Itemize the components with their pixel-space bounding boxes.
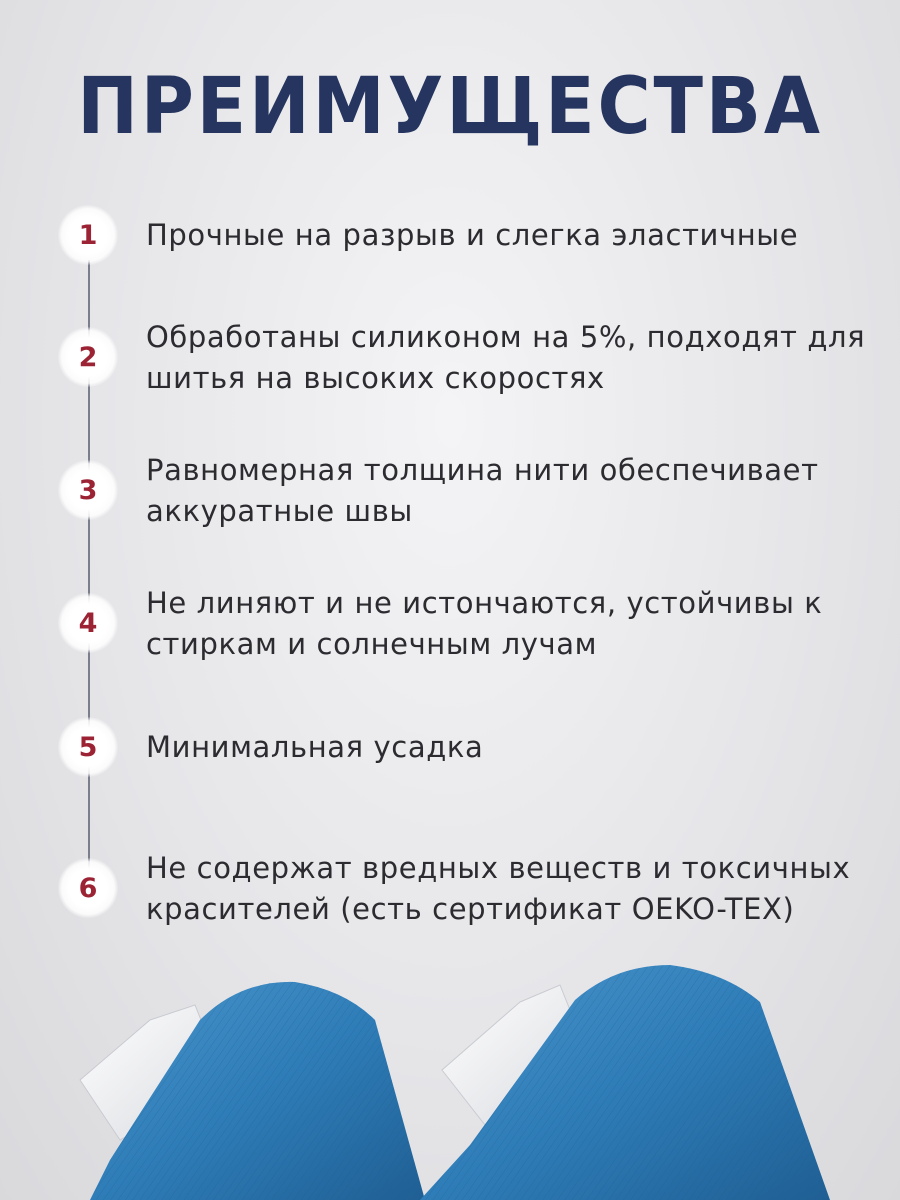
thread-spools-image [0, 960, 900, 1200]
number-badge-5 [58, 717, 118, 777]
item-text: Не линяют и не истончаются, устойчивы к стиркам и солнечным лучам [146, 586, 823, 661]
number-badge-1 [58, 205, 118, 265]
number-badge-4 [58, 593, 118, 653]
number-badge-3 [58, 460, 118, 520]
number-badge-6 [58, 858, 118, 918]
item-text: Прочные на разрыв и слегка эластичные [146, 218, 799, 252]
item-text: Обработаны силиконом на 5%, подходят для шитья на высоких скоростях [146, 320, 866, 395]
item-text: Равномерная толщина нити обеспечивает аккуратные швы [146, 453, 819, 528]
item-text: Не содержат вредных веществ и токсичных красителей (есть сертификат OEKO-TEX) [146, 851, 851, 926]
number-label: 3 [78, 474, 98, 506]
number-label: 4 [78, 607, 98, 639]
number-label: 6 [78, 872, 98, 904]
spool-right [420, 965, 830, 1200]
number-label: 5 [78, 731, 98, 763]
page-title: ПРЕИМУЩЕСТВА [77, 62, 823, 152]
number-label: 2 [78, 341, 98, 373]
number-badge-2 [58, 327, 118, 387]
item-text: Минимальная усадка [146, 730, 484, 764]
spool-left [80, 982, 425, 1200]
number-label: 1 [78, 219, 98, 251]
